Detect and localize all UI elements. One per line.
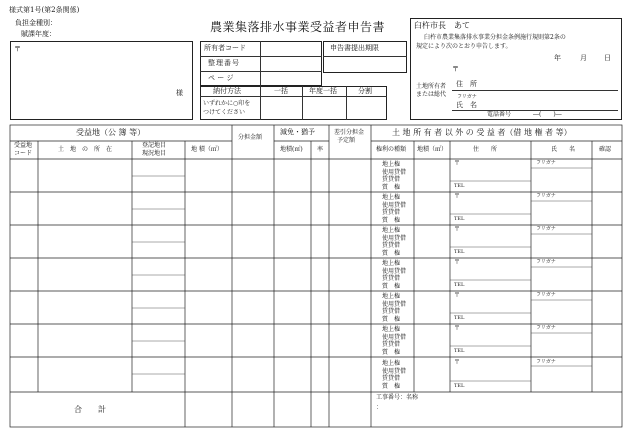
reg-category-header-2: 現況地目 [142, 150, 167, 157]
payment-lump: 一括 [274, 87, 288, 95]
row-postal-mark: 〒 [454, 359, 461, 366]
row-postal-mark: 〒 [454, 226, 461, 233]
declaration-text-1: 臼杵市農業集落排水事業分担金条例施行規則第2条の [424, 34, 566, 41]
project-no-colon: ： [376, 404, 383, 411]
circle-note-1: いずれかに○印を [203, 100, 251, 107]
reg-category-header-1: 登記地目 [142, 142, 167, 149]
payment-method-label: 納付方法 [213, 87, 241, 95]
page-title: 農業集落排水事業受益者申告書 [210, 20, 386, 34]
row-tel-label: TEL [454, 315, 465, 321]
right-type-header: 権利の種類 [376, 146, 407, 153]
total-label: 合 計 [74, 405, 106, 414]
other-beneficiary-header: 土 地 所 有 者 以 外 の 受 益 者（借 地 権 者 等） [392, 128, 572, 137]
benefit-code-header-1: 受益地 [14, 142, 33, 149]
date-day: 日 [604, 54, 611, 62]
row-postal-mark: 〒 [454, 259, 461, 266]
benefit-land-header: 受益地（公 簿 等） [76, 128, 146, 137]
row-postal-mark: 〒 [454, 325, 461, 332]
row-tel-label: TEL [454, 348, 465, 354]
right-type-list: 地上権 使用貸借 賃貸借 質 権 [382, 293, 407, 323]
owner-code-label: 所有者コード [204, 44, 246, 52]
right-type-list: 地上権 使用貸借 賃貸借 質 権 [382, 227, 407, 257]
row-postal-mark: 〒 [454, 193, 461, 200]
row-postal-mark: 〒 [454, 292, 461, 299]
deduct-header-1: 差引分担金 [334, 129, 365, 136]
circle-note-2: つけてください [203, 109, 246, 116]
date-month: 月 [580, 54, 587, 62]
share-amount-header: 分担金額 [238, 134, 263, 141]
sama-label: 様 [176, 89, 183, 97]
page-label: ペ ー ジ [208, 74, 234, 82]
deadline-label: 申告書提出期限 [330, 44, 379, 52]
row-furigana: フリガナ [536, 193, 556, 199]
row-furigana: フリガナ [536, 292, 556, 298]
row-tel-label: TEL [454, 383, 465, 389]
burden-type-label: 負担金種別： [15, 19, 57, 27]
landowner-label-1: 土地所有者 [416, 83, 447, 90]
payment-yearly: 年度一括 [309, 87, 337, 95]
row-furigana: フリガナ [536, 325, 556, 331]
project-no-label: 工事番号：名称 [376, 394, 419, 401]
landowner-label-2: または総代 [416, 91, 447, 98]
deduct-header-2: 予定額 [337, 137, 356, 144]
postal-mark: 〒 [14, 45, 21, 53]
row-tel-label: TEL [454, 183, 465, 189]
row-furigana: フリガナ [536, 160, 556, 166]
rate-header: 率 [317, 146, 324, 153]
ben-name-header: 氏 名 [551, 146, 576, 153]
ref-no-label: 整理番号 [208, 59, 240, 67]
tax-year-label: 賦課年度： [21, 30, 56, 38]
row-furigana: フリガナ [536, 259, 556, 265]
right-type-list: 地上権 使用貸借 賃貸借 質 権 [382, 360, 407, 390]
confirm-header: 確認 [599, 146, 612, 153]
benefit-code-header-2: コード [14, 150, 33, 157]
residence-header: 住 所 [473, 146, 498, 153]
owner-furigana: フリガナ [457, 94, 477, 100]
row-tel-label: TEL [454, 249, 465, 255]
reduction-area-header: 地積(㎡) [280, 146, 303, 153]
row-tel-label: TEL [454, 216, 465, 222]
right-type-list: 地上権 使用貸借 賃貸借 質 権 [382, 161, 407, 191]
land-location-header: 土 地 の 所 在 [58, 146, 113, 153]
owner-name-label: 氏 名 [456, 101, 477, 109]
owner-postal-mark: 〒 [452, 65, 459, 73]
right-type-list: 地上権 使用貸借 賃貸借 質 権 [382, 194, 407, 224]
row-furigana: フリガナ [536, 359, 556, 365]
reduction-header: 減免・猶予 [280, 128, 315, 136]
form-number: 様式第1号(第2条関係) [9, 6, 80, 14]
date-year: 年 [554, 54, 561, 62]
right-type-list: 地上権 使用貸借 賃貸借 質 権 [382, 260, 407, 290]
right-type-list: 地上権 使用貸借 賃貸借 質 権 [382, 326, 407, 356]
declaration-text-2: 規定により次のとおり申告します。 [416, 43, 512, 50]
row-postal-mark: 〒 [454, 160, 461, 167]
owner-address-label: 住 所 [456, 80, 477, 88]
phone-label: 電話番号 [487, 111, 512, 118]
phone-format: ―( )― [533, 111, 562, 118]
row-furigana: フリガナ [536, 226, 556, 232]
area-header: 地 積（㎡） [191, 146, 223, 153]
row-tel-label: TEL [454, 282, 465, 288]
mayor-addressee: 臼杵市長 あて [414, 21, 470, 30]
payment-installment: 分割 [358, 87, 372, 95]
right-area-header: 地積（㎡） [417, 146, 448, 153]
